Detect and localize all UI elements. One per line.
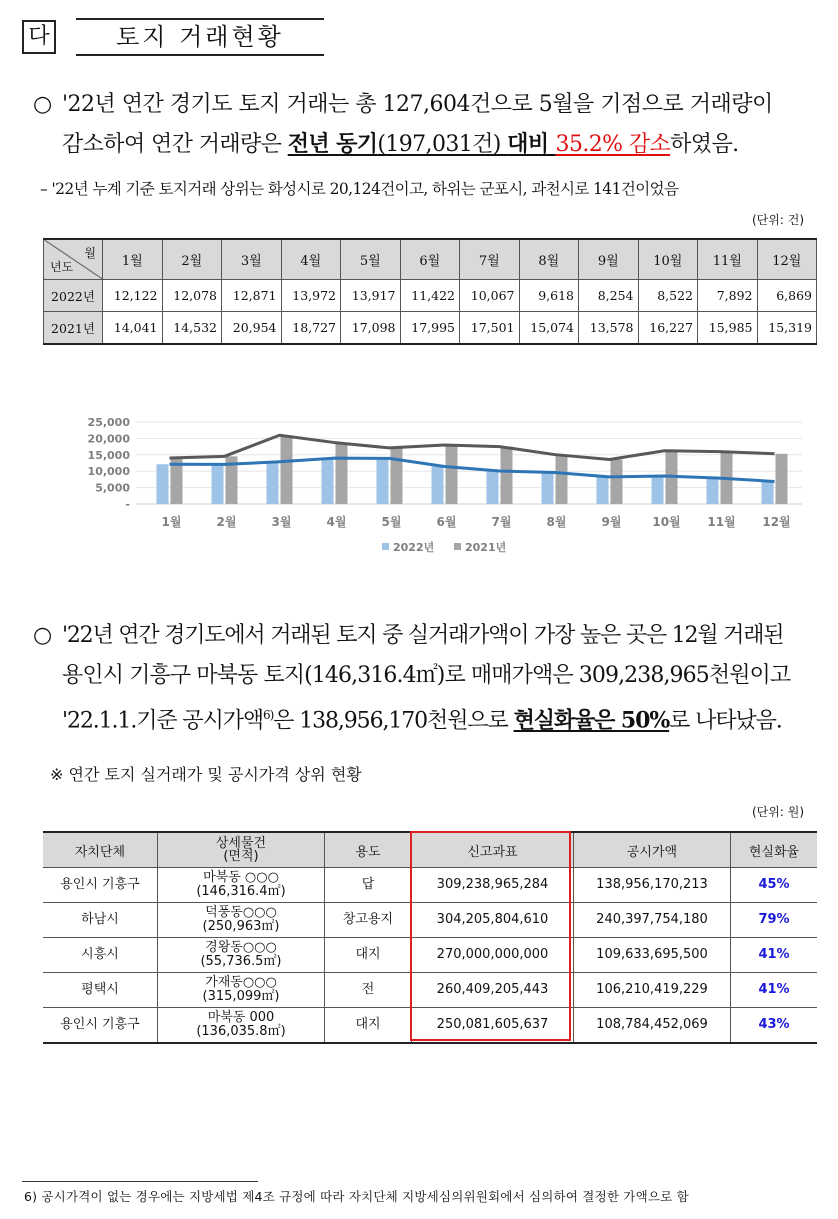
bar-2022 [212,464,224,504]
region-cell: 하남시 [43,903,158,938]
para1-decrease: 35.2% 감소 [555,132,671,157]
month-header: 11월 [698,239,758,280]
item-name: 마북동 000 [207,1010,275,1025]
para2-text: '22.1.1.기준 공시가액 [62,708,264,734]
col-header-use: 용도 [325,832,412,868]
x-tick-label: 4월 [326,515,347,529]
bar-2022 [652,476,664,504]
legend-swatch-2021 [454,543,461,550]
para1-text: 감소하여 연간 거래량은 [62,132,288,157]
official-cell: 138,956,170,213 [574,868,731,903]
col-header-ratio: 현실화율 [731,832,818,868]
x-tick-label: 5월 [381,515,402,529]
use-cell: 대지 [325,1008,412,1044]
legend-label-2021: 2021년 [465,541,507,554]
unit-label-1: (단위: 건) [752,213,804,227]
use-cell: 창고용지 [325,903,412,938]
sub-note-1: – '22년 누계 기준 토지거래 상위는 화성시로 20,124건이고, 하위는 군포시, 과천시로 141건이었음 [40,180,679,198]
bar-2022 [487,471,499,504]
year-cell: 2022년 [44,280,103,312]
month-header: 10월 [638,239,698,280]
col-header-area-label: (면적) [223,849,259,864]
top-price-table [43,831,817,1044]
bar-2022 [707,478,719,504]
ratio-cell: 41% [731,973,818,1008]
x-tick-label: 8월 [546,515,567,529]
use-cell: 답 [325,868,412,903]
bar-2021 [776,454,788,504]
monthly-transaction-chart [60,404,820,576]
item-cell [158,868,325,903]
y-tick-label: 10,000 [87,465,130,479]
month-header: 2월 [162,239,222,280]
x-tick-label: 1월 [161,515,182,529]
bar-2022 [432,467,444,504]
item-area: (315,099㎡) [202,989,280,1004]
month-header: 8월 [519,239,579,280]
footnote-divider [22,1181,258,1182]
declared-cell: 270,000,000,000 [412,938,574,973]
corner-month-label: 월 [84,246,96,260]
col-header-region: 자치단체 [43,832,158,868]
y-tick-label: 20,000 [87,432,130,446]
bar-2021 [556,455,568,504]
declared-cell: 304,205,804,610 [412,903,574,938]
section-mark: 다 [22,20,56,54]
x-tick-label: 11월 [707,515,736,529]
bar-2021 [611,459,623,504]
table-row [44,280,817,312]
item-cell [158,973,325,1008]
bar-2022 [597,477,609,504]
region-cell: 평택시 [43,973,158,1008]
item-cell [158,938,325,973]
use-cell: 전 [325,973,412,1008]
para1-bullet: ○ [33,92,53,117]
bar-2022 [542,472,554,504]
bar-2021 [281,435,293,504]
bar-2022 [762,481,774,504]
value-cell: 13,972 [281,280,341,312]
value-cell: 13,917 [341,280,401,312]
month-header: 12월 [757,239,817,280]
bar-2022 [322,458,334,504]
value-cell: 12,078 [162,280,222,312]
y-tick-label: 25,000 [87,416,130,429]
para2-realization-rate: 현실화율은 50% [513,707,670,734]
col-header-declared: 신고과표 [412,832,574,868]
ratio-cell: 43% [731,1008,818,1044]
legend-swatch-2022 [382,543,389,550]
para1-line2 [62,128,739,161]
month-header: 7월 [460,239,520,280]
y-tick-label: - [125,498,130,511]
x-tick-label: 2월 [216,515,237,529]
value-cell: 8,254 [579,280,639,312]
para1-prev-count: (197,031건) [377,132,508,157]
declared-cell: 309,238,965,284 [412,868,574,903]
region-cell: 용인시 기흥구 [43,868,158,903]
line-2022 [170,458,775,481]
value-cell: 11,422 [400,280,460,312]
item-area: (136,035.8㎡) [196,1024,286,1039]
table-row [43,938,817,973]
official-cell: 109,633,695,500 [574,938,731,973]
value-cell: 13,578 [579,312,639,345]
month-header: 3월 [222,239,282,280]
item-area: (146,316.4㎡) [196,884,286,899]
region-cell: 시흥시 [43,938,158,973]
para1-end: 하였음. [670,132,739,157]
para2-line2: 용인시 기흥구 마북동 토지(146,316.4㎡)로 매매가액은 309,238,965천원이고 [62,663,791,688]
table1-corner [44,239,103,280]
value-cell: 14,532 [162,312,222,345]
y-tick-label: 5,000 [95,481,130,495]
para2-line3 [62,699,782,737]
corner-year-label: 년도 [50,260,74,274]
col-header-item-label: 상세물건 [215,836,267,851]
para2-bullet: ○ [33,623,53,648]
value-cell: 15,985 [698,312,758,345]
monthly-transaction-table [43,238,817,345]
bar-2021 [501,447,513,504]
ratio-cell: 45% [731,868,818,903]
x-tick-label: 6월 [436,515,457,529]
item-name: 덕풍동○○○ [205,905,277,920]
month-header: 6월 [400,239,460,280]
value-cell: 14,041 [103,312,163,345]
declared-cell: 260,409,205,443 [412,973,574,1008]
value-cell: 12,871 [222,280,282,312]
year-cell: 2021년 [44,312,103,345]
use-cell: 대지 [325,938,412,973]
para2-line1: '22년 연간 경기도에서 거래된 토지 중 실거래가액이 가장 높은 곳은 12월 거래된 [62,623,784,648]
y-tick-label: 15,000 [87,448,130,462]
value-cell: 20,954 [222,312,282,345]
item-cell [158,903,325,938]
col-header-official: 공시가액 [574,832,731,868]
table-row [43,1008,817,1044]
item-name: 마북동 ○○○ [203,870,279,885]
para1-line1: '22년 연간 경기도 토지 거래는 총 127,604건으로 5월을 기점으로 거래량이 [62,92,773,117]
value-cell: 17,501 [460,312,520,345]
table-row [43,903,817,938]
x-tick-label: 12월 [762,515,791,529]
x-tick-label: 10월 [652,515,681,529]
value-cell: 18,727 [281,312,341,345]
official-cell: 108,784,452,069 [574,1008,731,1044]
item-area: (55,736.5㎡) [200,954,282,969]
table-row [44,312,817,345]
bar-2022 [267,462,279,504]
value-cell: 15,319 [757,312,817,345]
unit-label-2: (단위: 원) [752,805,804,819]
value-cell: 9,618 [519,280,579,312]
section-title: 토지 거래현황 [76,18,324,56]
x-tick-label: 7월 [491,515,512,529]
declared-cell: 250,081,605,637 [412,1008,574,1044]
bar-2022 [157,464,169,504]
bar-2021 [336,443,348,504]
para2-end: 로 나타났음. [669,708,782,734]
ratio-cell: 41% [731,938,818,973]
item-area: (250,963㎡) [202,919,280,934]
col-header-item [158,832,325,868]
value-cell: 17,098 [341,312,401,345]
x-tick-label: 3월 [271,515,292,529]
month-header: 1월 [103,239,163,280]
para1-emph-prev-year: 전년 동기 [287,131,378,157]
month-header: 4월 [281,239,341,280]
bar-2021 [446,445,458,504]
value-cell: 10,067 [460,280,520,312]
bar-2021 [391,448,403,504]
month-header: 9월 [579,239,639,280]
item-name: 가재동○○○ [205,975,277,990]
para2-text: 은 138,956,170천원으로 [273,708,514,734]
official-cell: 106,210,419,229 [574,973,731,1008]
item-name: 경왕동○○○ [205,940,277,955]
value-cell: 7,892 [698,280,758,312]
region-cell: 용인시 기흥구 [43,1008,158,1044]
note-title: ※ 연간 토지 실거래가 및 공시가격 상위 현황 [50,765,362,784]
official-cell: 240,397,754,180 [574,903,731,938]
para1-compare: 대비 [507,131,556,157]
bar-2022 [377,458,389,504]
value-cell: 8,522 [638,280,698,312]
month-header: 5월 [341,239,401,280]
value-cell: 6,869 [757,280,817,312]
value-cell: 15,074 [519,312,579,345]
item-cell [158,1008,325,1044]
value-cell: 12,122 [103,280,163,312]
table-row [43,973,817,1008]
table-row [43,868,817,903]
footnote-ref[interactable]: 6) [263,708,274,722]
value-cell: 17,995 [400,312,460,345]
value-cell: 16,227 [638,312,698,345]
footnote-text: 6) 공시가격이 없는 경우에는 지방세법 제4조 규정에 따라 자치단체 지방세심의위원회에서 심의하여 결정한 가액으로 함 [24,1189,689,1204]
x-tick-label: 9월 [601,515,622,529]
legend-label-2022: 2022년 [393,541,435,554]
ratio-cell: 79% [731,903,818,938]
